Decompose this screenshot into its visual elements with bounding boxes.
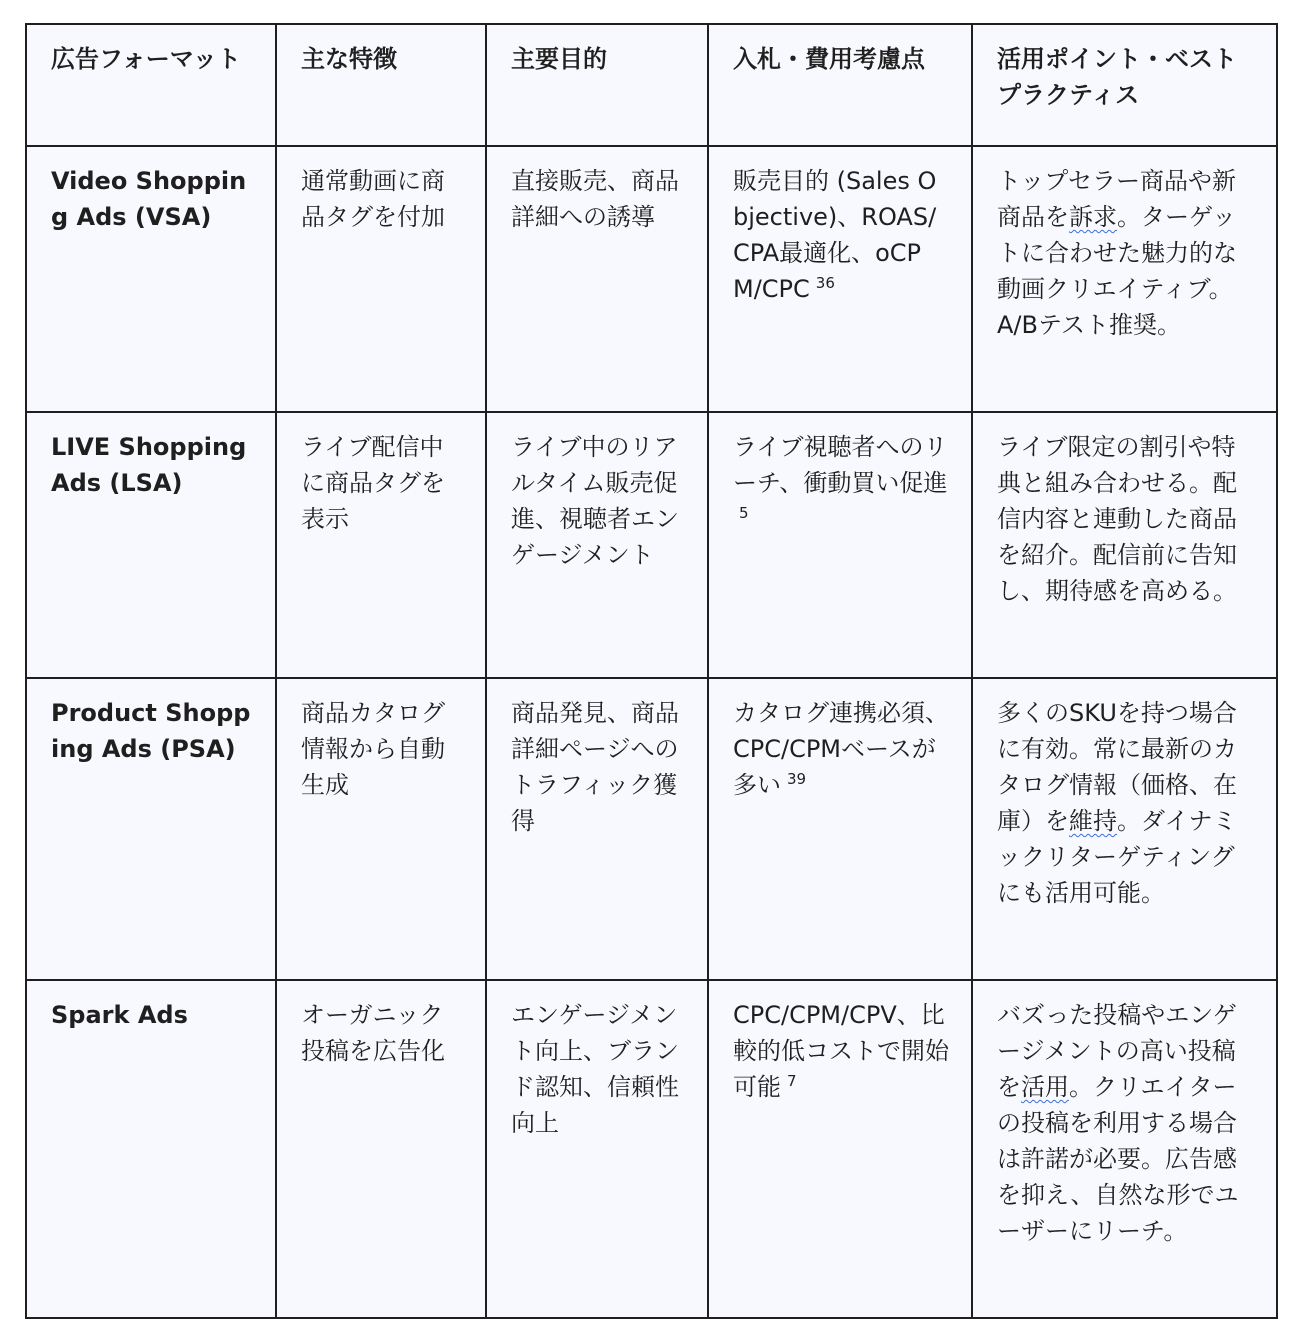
- table-row: [26, 146, 1277, 412]
- cell-format: Video Shopping Ads (VSA): [26, 146, 276, 412]
- bidding-text: カタログ連携必須、CPC/CPMベースが多い: [733, 699, 949, 799]
- cell-feature: 通常動画に商品タグを付加: [276, 146, 486, 412]
- table-row: [26, 980, 1277, 1318]
- header-main-features: 主な特徴: [276, 24, 486, 146]
- tips-text: 。クリエイターの投稿を利用する場合は許諾が必要。広告感を抑え、自然な形でユーザーにリーチ。: [997, 1073, 1239, 1245]
- header-best-practices: 活用ポイント・ベストプラクティス: [972, 24, 1277, 146]
- tips-text: 。ダイナミックリターゲティングにも活用可能。: [997, 807, 1237, 907]
- cell-format: Product Shopping Ads (PSA): [26, 678, 276, 980]
- cell-bidding: [708, 678, 972, 980]
- bidding-text: 販売目的 (Sales Objective)、ROAS/CPA最適化、oCPM/CPC: [733, 167, 937, 303]
- spellcheck-marked-word: 維持: [1069, 807, 1117, 835]
- tips-text: トップセラー商品や新商品を: [997, 167, 1237, 231]
- cell-purpose: 商品発見、商品詳細ページへのトラフィック獲得: [486, 678, 708, 980]
- cell-tips: [972, 980, 1277, 1318]
- cell-feature: ライブ配信中に商品タグを表示: [276, 412, 486, 678]
- ad-format-table: [25, 23, 1278, 1319]
- table-row: [26, 412, 1277, 678]
- citation-ref: 39: [787, 770, 807, 788]
- cell-tips: ライブ限定の割引や特典と組み合わせる。配信内容と連動した商品を紹介。配信前に告知し、期待感を高める。: [972, 412, 1277, 678]
- cell-feature: 商品カタログ情報から自動生成: [276, 678, 486, 980]
- cell-tips: [972, 678, 1277, 980]
- citation-ref: 36: [815, 274, 835, 292]
- cell-purpose: 直接販売、商品詳細への誘導: [486, 146, 708, 412]
- citation-ref: 7: [787, 1072, 797, 1090]
- tips-text: バズった投稿やエンゲージメントの高い投稿を: [997, 1001, 1237, 1101]
- cell-purpose: ライブ中のリアルタイム販売促進、視聴者エンゲージメント: [486, 412, 708, 678]
- table-header-row: [26, 24, 1277, 146]
- cell-format: Spark Ads: [26, 980, 276, 1318]
- bidding-text: CPC/CPM/CPV、比較的低コストで開始可能: [733, 1001, 949, 1101]
- table-row: [26, 678, 1277, 980]
- cell-purpose: エンゲージメント向上、ブランド認知、信頼性向上: [486, 980, 708, 1318]
- cell-feature: オーガニック投稿を広告化: [276, 980, 486, 1318]
- cell-tips: [972, 146, 1277, 412]
- cell-bidding: [708, 980, 972, 1318]
- spellcheck-marked-word: 活用: [1021, 1073, 1069, 1101]
- cell-bidding: [708, 146, 972, 412]
- cell-bidding: [708, 412, 972, 678]
- spellcheck-marked-word: 訴求: [1069, 203, 1117, 231]
- header-main-purpose: 主要目的: [486, 24, 708, 146]
- citation-ref: 5: [739, 504, 749, 522]
- tips-text: 。ターゲットに合わせた魅力的な動画クリエイティブ。A/Bテスト推奨。: [997, 203, 1237, 339]
- cell-format: LIVE Shopping Ads (LSA): [26, 412, 276, 678]
- header-ad-format: 広告フォーマット: [26, 24, 276, 146]
- header-bidding-cost: 入札・費用考慮点: [708, 24, 972, 146]
- bidding-text: ライブ視聴者へのリーチ、衝動買い促進: [733, 433, 948, 497]
- ad-format-table-container: [25, 23, 1276, 1319]
- tips-text: 多くのSKUを持つ場合に有効。常に最新のカタログ情報（価格、在庫）を: [997, 699, 1237, 835]
